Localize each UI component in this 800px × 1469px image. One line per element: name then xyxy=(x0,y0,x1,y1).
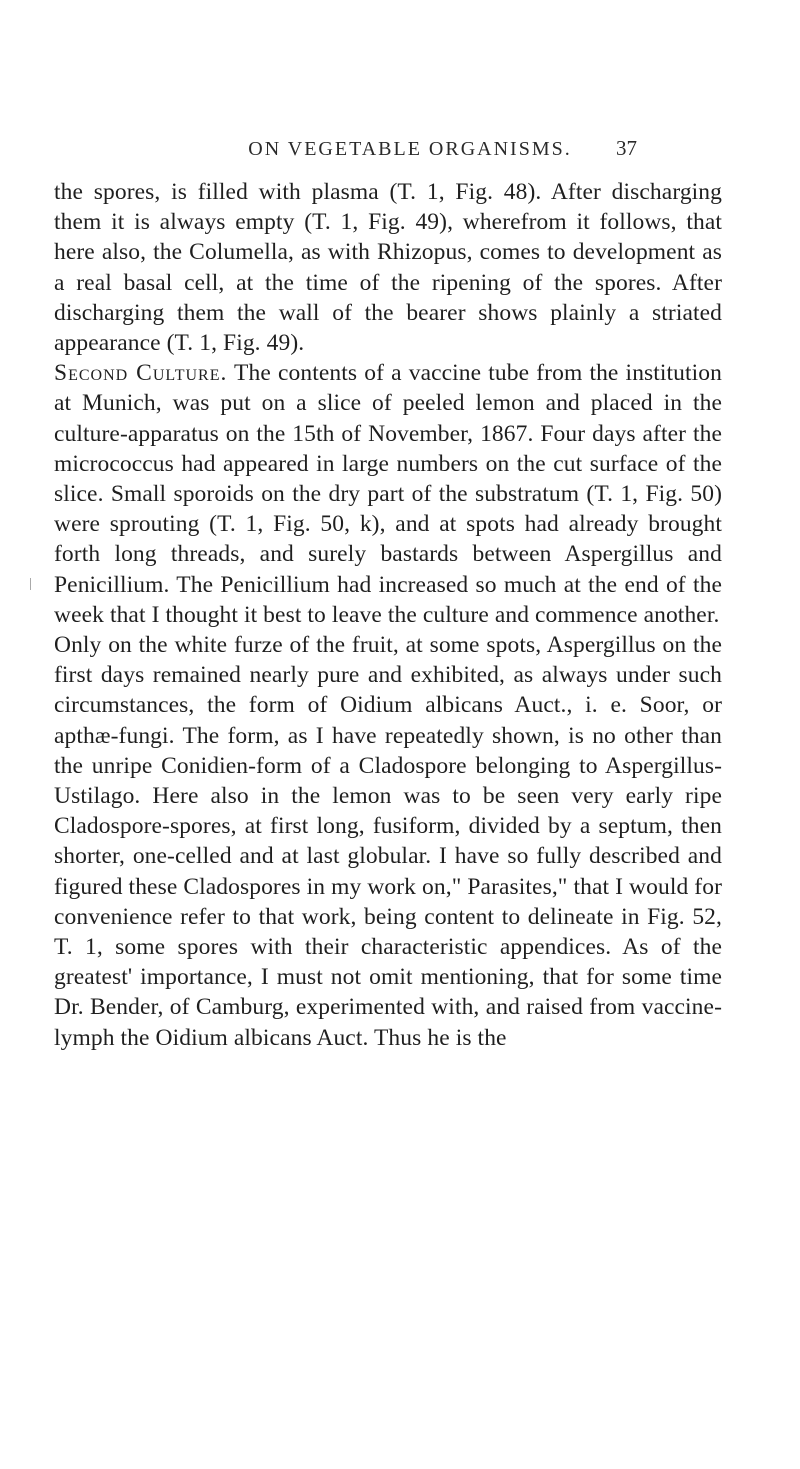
running-head-title: ON VEGETABLE ORGANISMS. xyxy=(248,138,572,160)
margin-tick-mark xyxy=(30,578,31,590)
paragraph-3-text: Only on the white furze of the fruit, at some spots, Aspergillus on the first days remained nearly pure and exhibited, as always under such circumstances, the form of Oidium albicans Auct., i. e. Soor, or apthæ-fungi. The form, as I have repeatedly shown, is no other than the unripe Conidien-form of a Cladospore belonging to Aspergillus-Ustilago. Here also in the lemon was to be seen very early ripe Cladospore-spores, at first long, fusiform, divided by a septum, then shorter, one-celled and at last globular. I have so fully described and figured these Cladospores in my work on," Parasites," that I would for convenience refer to that work, being content to delineate in Fig. 52, T. 1, some spores with their characteristic appendices. As of the greatest' importance, I must not omit mentioning, that for some time Dr. Bender, of Camburg, experimented with, and raised from vaccine-lymph the Oidium albicans Auct. Thus he is the xyxy=(54,632,722,1051)
page-number: 37 xyxy=(616,136,637,160)
body-text xyxy=(54,177,722,1053)
section-heading-second-culture: Second Culture. xyxy=(54,360,228,387)
paragraph-3 xyxy=(54,630,722,1053)
paragraph-2-text: The contents of a vaccine tube from the institution at Munich, was put on a slice of peeled lemon and placed in the culture-apparatus on the 15th of November, 1867. Four days after the micrococcus had appeared in large numbers on the cut surface of the slice. Small sporoids on the dry part of the substratum (T. 1, Fig. 50) were sprouting (T. 1, Fig. 50, k), and at spots had already brought forth long threads, and surely bastards between Aspergillus and Penicillium. The Penicillium had increased so much at the end of the week that I thought it best to leave the culture and commence another. xyxy=(54,360,722,628)
paragraph-1 xyxy=(54,177,722,358)
paragraph-1-text: the spores, is filled with plasma (T. 1, Fig. 48). After discharging them it is always empty (T. 1, Fig. 49), wherefrom it follows, that here also, the Columella, as with Rhizopus, comes to development as a real basal cell, at the time of the ripening of the spores. After discharging them the wall of the bearer shows plainly a striated appearance (T. 1, Fig. 49). xyxy=(54,179,722,357)
paragraph-2 xyxy=(54,358,722,630)
